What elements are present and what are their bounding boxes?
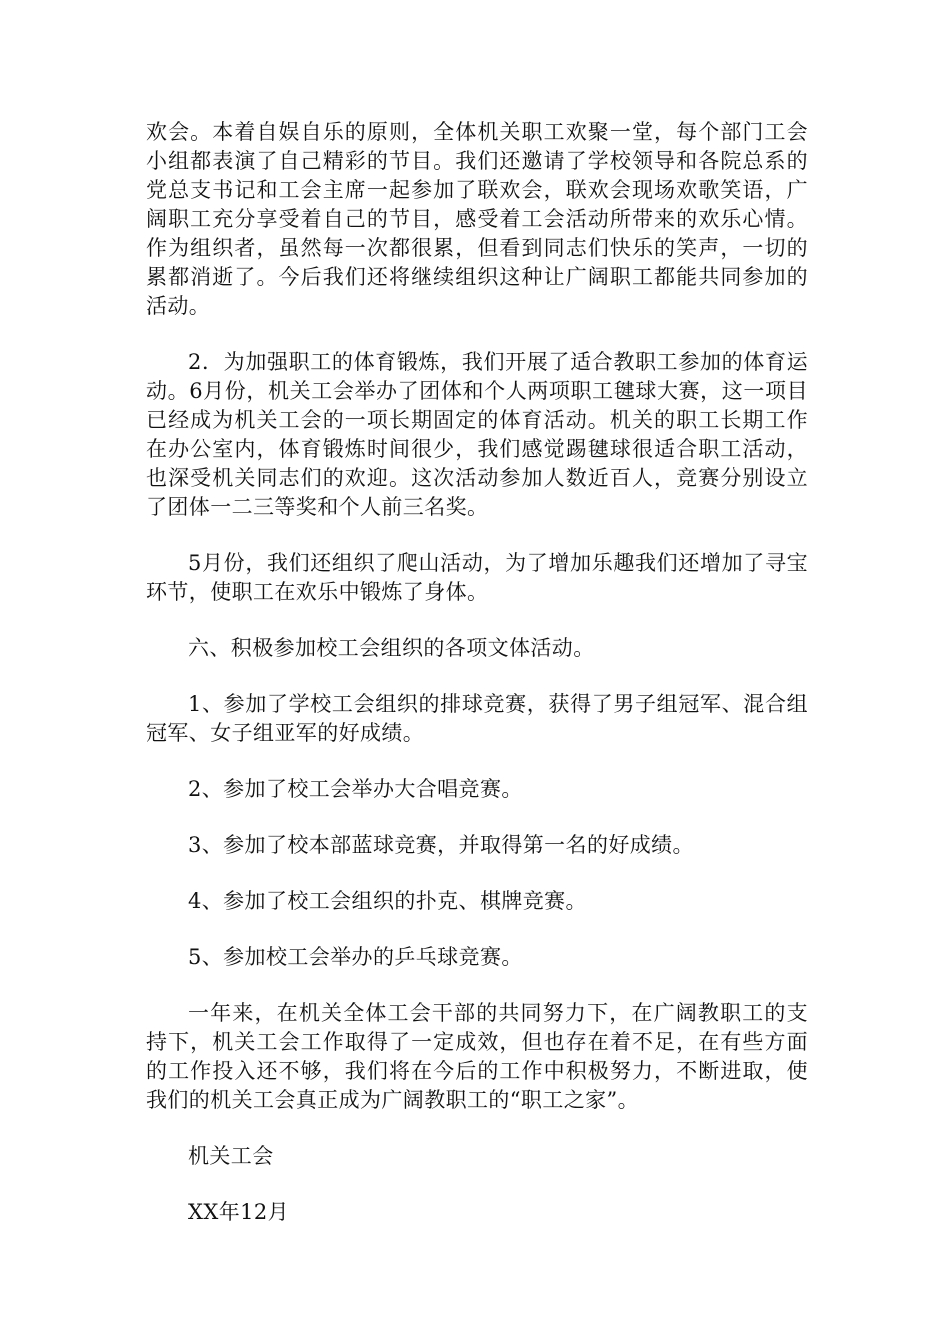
closing-paragraph: 一年来，在机关全体工会干部的共同努力下，在广阔教职工的支持下，机关工会工作取得了一定成效，但也存在着不足，在有些方面的工作投入还不够，我们将在今后的工作中积极努力，不断进取，使我们的机关工会真正成为广阔教职工的“职工之家”。 — [146, 1001, 808, 1112]
date-line: XX年12月 — [188, 1200, 290, 1224]
list-item-4: 4、参加了校工会组织的扑克、棋牌竞赛。 — [188, 889, 587, 913]
list-item-2: 2、参加了校工会举办大合唱竞赛。 — [188, 777, 523, 801]
paragraph-2: 2．为加强职工的体育锻炼，我们开展了适合教职工参加的体育运动。6月份，机关工会举办了团体和个人两项职工毽球大赛，这一项目已经成为机关工会的一项长期固定的体育活动。机关的职工长期工作在办公室内，体育锻炼时间很少，我们感觉踢毽球很适合职工活动，也深受机关同志们的欢迎。这次活动参加人数近百人，竞赛分别设立了团体一二三等奖和个人前三名奖。 — [146, 350, 808, 519]
document-page — [146, 118, 808, 1254]
section-heading-six: 六、积极参加校工会组织的各项文体活动。 — [188, 636, 595, 660]
paragraph-1: 欢会。本着自娱自乐的原则，全体机关职工欢聚一堂，每个部门工会小组都表演了自己精彩的节目。我们还邀请了学校领导和各院总系的党总支书记和工会主席一起参加了联欢会，联欢会现场欢歌笑语，广阔职工充分享受着自己的节目，感受着工会活动所带来的欢乐心情。作为组织者，虽然每一次都很累，但看到同志们快乐的笑声，一切的累都消逝了。今后我们还将继续组织这种让广阔职工都能共同参加的活动。 — [146, 120, 808, 318]
list-item-5: 5、参加校工会举办的乒乓球竞赛。 — [188, 945, 523, 969]
paragraph-3: 5月份，我们还组织了爬山活动，为了增加乐趣我们还增加了寻宝环节，使职工在欢乐中锻炼了身体。 — [146, 551, 808, 604]
signature: 机关工会 — [188, 1144, 274, 1168]
list-item-1: 1、参加了学校工会组织的排球竞赛，获得了男子组冠军、混合组冠军、女子组亚军的好成绩。 — [146, 692, 808, 745]
list-item-3: 3、参加了校本部蓝球竞赛，并取得第一名的好成绩。 — [188, 833, 694, 857]
